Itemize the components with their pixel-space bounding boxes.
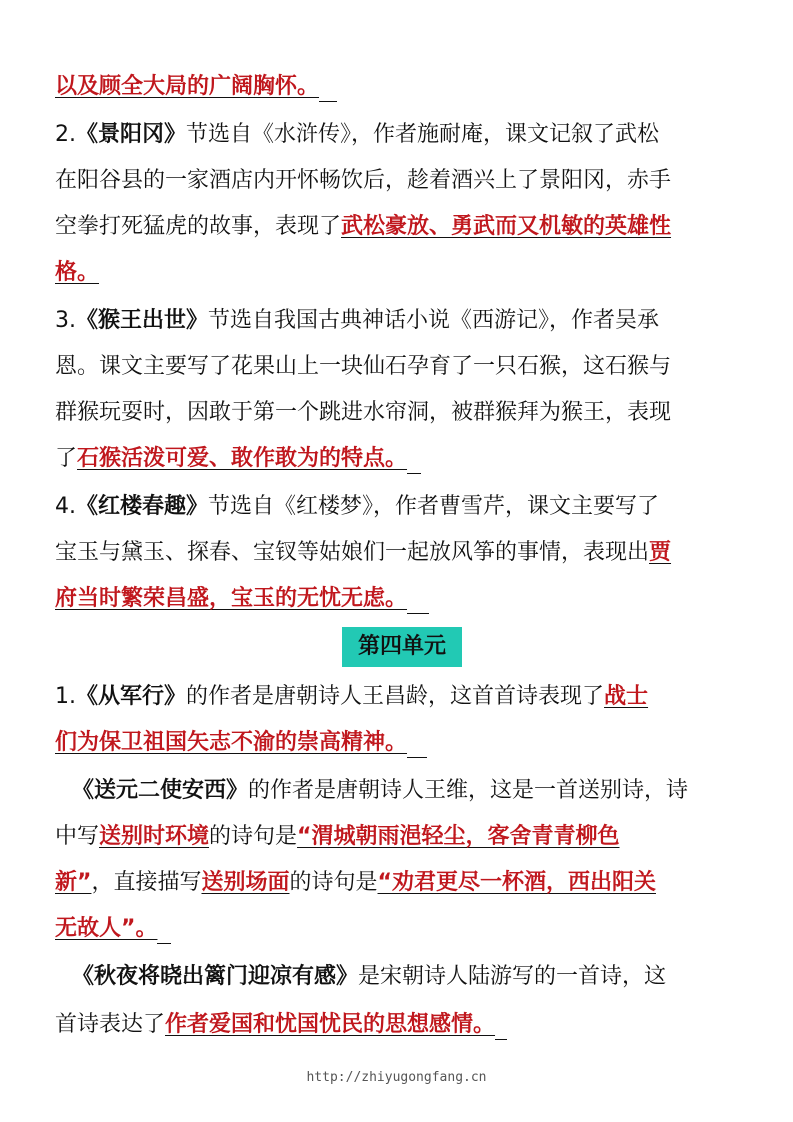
answer-text: 无故人”。 [55, 916, 158, 941]
answer-text: 格。 [55, 260, 100, 285]
body-text: 节选自《水浒传》，作者施耐庵，课文记叙了武松 [186, 122, 660, 147]
body-text: 宝玉与黛玉、探春、宝钗等姑娘们一起放风筝的事情，表现出 [55, 540, 650, 565]
lesson-title: 《从军行》 [76, 684, 187, 709]
answer-blank-tail [157, 914, 171, 944]
answer-blank-tail [495, 1010, 507, 1040]
item-猴王出世-line3 [55, 398, 745, 428]
body-text: 空拳打死猛虎的故事，表现了 [55, 214, 342, 239]
unit4-送元二使安西-line4 [55, 914, 745, 944]
key-phrase: 送别场面 [201, 870, 290, 895]
body-text: 在阳谷县的一家酒店内开怀畅饮后，趁着酒兴上了景阳冈，赤手 [55, 168, 672, 193]
unit-heading: 第四单元 [342, 627, 462, 667]
body-text: 的作者是唐朝诗人王维，这是一首送别诗，诗 [248, 778, 689, 803]
item-景阳冈-line1 [55, 120, 745, 150]
item-猴王出世-line2 [55, 352, 745, 382]
item-红楼春趣-line2 [55, 538, 745, 568]
body-text: 中写 [55, 824, 100, 849]
lesson-title: 《猴王出世》 [76, 308, 209, 333]
item-猴王出世-line1 [55, 306, 745, 336]
body-text: ，直接描写 [91, 870, 202, 895]
item-number: 2. [55, 122, 76, 147]
unit4-秋夜-line1 [72, 962, 762, 992]
lesson-title: 《送元二使安西》 [72, 778, 249, 803]
body-text: 是宋朝诗人陆游写的一首诗，这 [358, 964, 667, 989]
answer-text: 作者爱国和忧国忧民的思想感情。 [165, 1012, 496, 1037]
answer-text: 战士 [604, 684, 649, 709]
item-红楼春趣-line1 [55, 492, 745, 522]
answer-text: 贾 [649, 540, 672, 565]
answer-text: 府当时繁荣昌盛，宝玉的无忧无虑。 [55, 586, 408, 611]
body-text: 的作者是唐朝诗人王昌龄，这首首诗表现了 [186, 684, 605, 709]
body-text: 节选自我国古典神话小说《西游记》，作者吴承 [208, 308, 660, 333]
answer-text: 以及顾全大局的广阔胸怀。 [55, 74, 320, 99]
item-景阳冈-line4 [55, 258, 745, 288]
unit4-从军行-line1 [55, 682, 745, 712]
body-text: 群猴玩耍时，因敢于第一个跳进水帘洞，被群猴拜为猴王，表现 [55, 400, 672, 425]
body-text: 的诗句是 [209, 824, 298, 849]
body-text: 首诗表达了 [55, 1012, 166, 1037]
unit4-送元二使安西-line3 [55, 868, 745, 898]
body-text: 节选自《红楼梦》，作者曹雪芹，课文主要写了 [208, 494, 660, 519]
item-景阳冈-line2 [55, 166, 745, 196]
lesson-title: 《秋夜将晓出篱门迎凉有感》 [72, 964, 359, 989]
item-红楼春趣-line3 [55, 584, 745, 614]
answer-blank-tail [407, 444, 421, 474]
item-number: 1. [55, 684, 76, 709]
body-text: 了 [55, 446, 78, 471]
answer-blank-tail [319, 72, 337, 102]
lesson-title: 《景阳冈》 [76, 122, 187, 147]
lesson-title: 《红楼春趣》 [76, 494, 209, 519]
item-猴王出世-line4 [55, 444, 745, 474]
answer-text: 们为保卫祖国矢志不渝的崇高精神。 [55, 730, 408, 755]
answer-text: “劝君更尽一杯酒，西出阳关 [377, 870, 656, 895]
answer-blank-tail [407, 728, 427, 758]
unit4-从军行-line2 [55, 728, 745, 758]
answer-blank-tail [407, 584, 429, 614]
answer-text: “渭城朝雨浥轻尘，客舍青青柳色 [297, 824, 620, 849]
answer-text: 新” [55, 870, 92, 895]
answer-text: 石猴活泼可爱、敢作敢为的特点。 [77, 446, 408, 471]
unit4-送元二使安西-line1 [72, 776, 762, 806]
footer-url: http://zhiyugongfang.cn [306, 1070, 487, 1085]
text-line [55, 72, 745, 102]
key-phrase: 送别时环境 [99, 824, 210, 849]
item-number: 4. [55, 494, 76, 519]
unit4-送元二使安西-line2 [55, 822, 745, 852]
unit4-秋夜-line2 [55, 1010, 745, 1040]
answer-text: 武松豪放、勇武而又机敏的英雄性 [341, 214, 672, 239]
item-景阳冈-line3 [55, 212, 745, 242]
item-number: 3. [55, 308, 76, 333]
body-text: 恩。课文主要写了花果山上一块仙石孕育了一只石猴，这石猴与 [55, 354, 672, 379]
body-text: 的诗句是 [289, 870, 378, 895]
